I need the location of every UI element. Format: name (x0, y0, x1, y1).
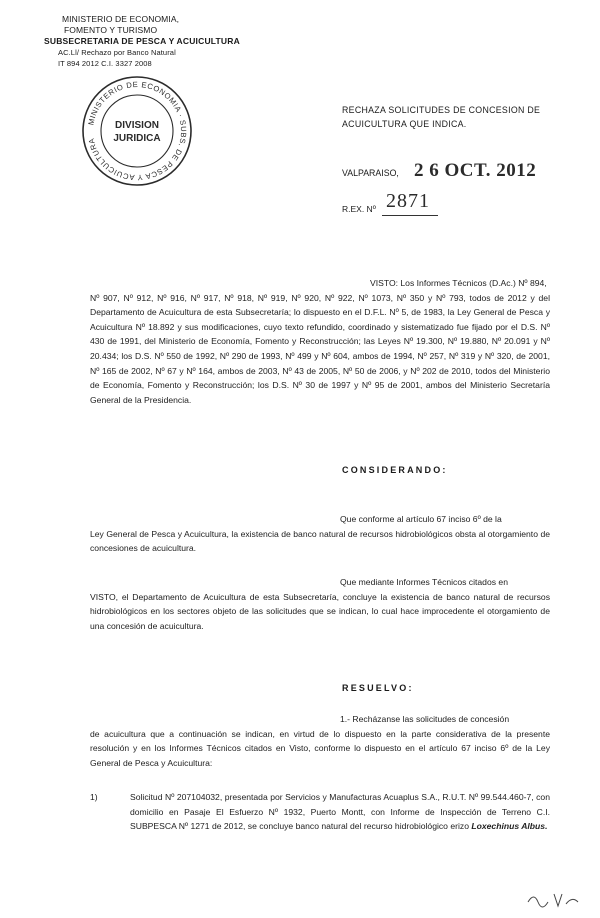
header-subsecretaria: SUBSECRETARIA DE PESCA Y ACUICULTURA (44, 36, 240, 46)
date-line (342, 160, 582, 184)
considerando-p2-body: VISTO, el Departamento de Acuicultura de esta Subsecretaría, concluye la existencia de banco natural de recursos hidrobiológicos en los sectores objeto de las solicitudes que se indican, lo cual hace improcedente el otorgamiento de una concesión de acuicultura. (90, 591, 550, 631)
considerando-p2-first: Que mediante Informes Técnicos citados en (340, 577, 508, 587)
visto-paragraph (90, 276, 550, 407)
item-1-description: Solicitud Nº 207104032, presentada por Servicios y Manufacturas Acuaplus S.A., R.U.T. Nº 99.544.460-7, con domicilio en Pasaje El Esfuerzo Nº 1932, Puerto Montt, con Informe de Inspección de Terreno C.I. SUBPESCA Nº 1271 de 2012, se concluye banco natural del recurso hidrobiológico erizo (130, 792, 550, 832)
item-1-text (130, 790, 550, 834)
header-it-number: IT 894 2012 C.I. 3327 2008 (58, 59, 152, 68)
division-juridica-seal (78, 72, 196, 190)
initials-marks (524, 888, 584, 912)
visto-first-line: VISTO: Los Informes Técnicos (D.Ac.) Nº 894, (370, 278, 547, 288)
resuelvo-paragraph (90, 712, 550, 770)
date-place: VALPARAISO, (342, 168, 399, 178)
seal-center-line2: JURIDICA (113, 133, 161, 144)
resuelvo-heading: RESUELVO: (342, 683, 414, 693)
resolution-number: 2871 (386, 190, 430, 212)
resuelvo-p1-body: de acuicultura que a continuación se indican, en virtud de lo dispuesto en la parte considerativa de la presente resolución y en los Informes Técnicos citados en Visto, conforme lo dispuesto en el artículo 67 inciso 6º de la Ley General de Pesca y Acuicultura: (90, 728, 550, 768)
seal-ring-text: MINISTERIO DE ECONOMIA · SUBS. DE PESCA Y ACUICULTURA (86, 79, 189, 183)
visto-body: Nº 907, Nº 912, Nº 916, Nº 917, Nº 918, Nº 919, Nº 920, Nº 922, Nº 1073, Nº 350 y Nº 793, todos de 2012 y del Departamento de Acuicultura de esta Subsecretaría; lo dispuesto en el D.F.L. Nº 5, de 1983, la Ley General de Pesca y Acuicultura Nº 18.892 y sus modificaciones, cuyo texto refundido, coordinado y sistematizado fue fijado por el D.S. Nº 430 de 1991, del Ministerio de Economía, Fomento y Reconstrucción; las Leyes Nº 19.300, Nº 19.880, Nº 20.091 y Nº 20.434; los D.S. Nº 550 de 1992, Nº 290 de 1993, Nº 499 y Nº 604, ambos de 1994, Nº 257, Nº 319 y Nº 320, de 2001, Nº 165 de 2002, Nº 67 y Nº 164, ambos de 2003, Nº 43 de 2005, Nº 50 de 2006, y Nº 202 de 2010, todos del Ministerio de Economía, Fomento y Reconstrucción; los D.S. Nº 30 de 1997 y Nº 95 de 2001, ambos del Ministerio Secretaría General de la Presidencia. (90, 292, 550, 405)
resolution-label: R.EX. Nº (342, 204, 376, 214)
header-reference: AC.Ll/ Rechazo por Banco Natural (58, 48, 176, 57)
document-title (342, 103, 582, 131)
header-ministry-sub: FOMENTO Y TURISMO (64, 25, 158, 35)
resolution-underline (382, 215, 438, 216)
resuelvo-p1-first: 1.- Recházanse las solicitudes de concesión (340, 714, 510, 724)
considerando-p1-body: Ley General de Pesca y Acuicultura, la existencia de banco natural de recursos hidrobiológicos obsta al otorgamiento de concesiones de acuicultura. (90, 528, 550, 554)
initials-graphic (524, 888, 584, 912)
seal-center-line1: DIVISION (115, 120, 159, 131)
considerando-p1-first: Que conforme al artículo 67 inciso 6º de la (340, 514, 502, 524)
seal-graphic (78, 72, 196, 190)
item-1-species: Loxechinus Albus. (471, 821, 548, 832)
resolution-number-line (342, 188, 502, 218)
title-line2: ACUICULTURA QUE INDICA. (342, 119, 467, 129)
considerando-paragraph-1 (90, 512, 550, 556)
item-1-number: 1) (90, 792, 98, 802)
header-ministry: MINISTERIO DE ECONOMIA, (62, 14, 180, 24)
date-stamp: 2 6 OCT. 2012 (414, 160, 537, 181)
title-line1: RECHAZA SOLICITUDES DE CONCESION DE (342, 105, 541, 115)
ministry-header (44, 14, 254, 69)
considerando-heading: CONSIDERANDO: (342, 465, 448, 475)
considerando-paragraph-2 (90, 575, 550, 633)
